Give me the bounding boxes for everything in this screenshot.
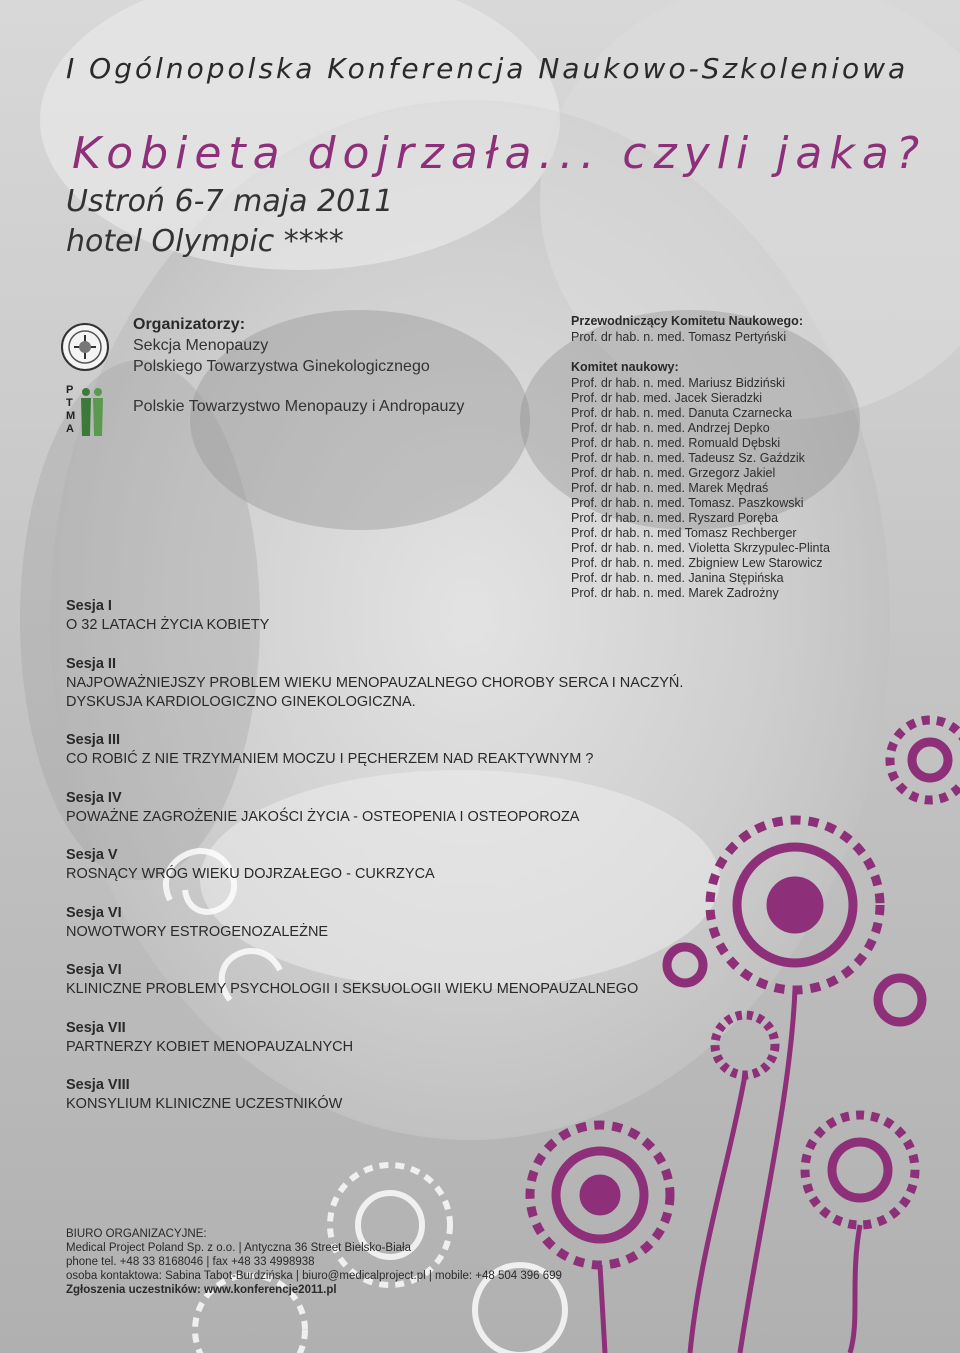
office-heading: BIURO ORGANIZACYJNE: <box>66 1228 207 1240</box>
session-heading: Sesja VIII <box>66 1077 130 1093</box>
conference-name: I Ogólnopolska Konferencja Naukowo-Szkoleniowa <box>66 52 909 85</box>
place-date: Ustroń 6-7 maja 2011 <box>66 184 394 219</box>
committee-member: Prof. dr hab. n. med. Romuald Dębski <box>571 436 781 450</box>
session-topic: CO ROBIĆ Z NIE TRZYMANIEM MOCZU I PĘCHERZEM NAD REAKTYWNYM ? <box>66 751 594 767</box>
committee-member: Prof. dr hab. n. med. Mariusz Bidziński <box>571 376 785 390</box>
session-topic: ROSNĄCY WRÓG WIEKU DOJRZAŁEGO - CUKRZYCA <box>66 866 435 882</box>
committee-member: Prof. dr hab. n. med. Tadeusz Sz. Gaździk <box>571 451 805 465</box>
session-topic: PARTNERZY KOBIET MENOPAUZALNYCH <box>66 1039 354 1055</box>
committee-heading: Komitet naukowy: <box>571 360 679 374</box>
logo-letter-a: A <box>66 423 74 435</box>
session-heading: Sesja VII <box>66 1020 126 1036</box>
session-heading: Sesja VI <box>66 962 122 978</box>
ptma-figures-icon <box>78 386 106 438</box>
session-topic: NOWOTWORY ESTROGENOZALEŻNE <box>66 924 329 940</box>
logo-letter-m: M <box>66 410 76 422</box>
session-topic: POWAŻNE ZAGROŻENIE JAKOŚCI ŻYCIA - OSTEOPENIA I OSTEOPOROZA <box>66 809 580 825</box>
session-heading: Sesja VI <box>66 905 122 921</box>
logo-letter-p: P <box>66 384 74 396</box>
session-topic: NAJPOWAŻNIEJSZY PROBLEM WIEKU MENOPAUZALNEGO CHOROBY SERCA I NACZYŃ. <box>66 675 684 691</box>
hotel-name: hotel Olympic **** <box>66 224 344 259</box>
organizer-line-2: Polskiego Towarzystwa Ginekologicznego <box>133 358 430 375</box>
office-address: Medical Project Poland Sp. z o.o. | Antyczna 36 Street Bielsko-Biała <box>66 1242 411 1254</box>
ptg-emblem-logo <box>60 322 110 372</box>
committee-member: Prof. dr hab. n. med. Grzegorz Jakiel <box>571 466 776 480</box>
conference-title: Kobieta dojrzała... czyli jaka? <box>72 128 927 179</box>
session-heading: Sesja III <box>66 732 121 748</box>
committee-member: Prof. dr hab. n. med. Danuta Czarnecka <box>571 406 792 420</box>
committee-member: Prof. dr hab. n. med. Tomasz. Paszkowski <box>571 496 804 510</box>
session-topic-continued: DYSKUSJA KARDIOLOGICZNO GINEKOLOGICZNA. <box>66 694 416 710</box>
committee-member: Prof. dr hab. med. Jacek Sieradzki <box>571 391 763 405</box>
committee-member: Prof. dr hab. n. med. Marek Mędraś <box>571 481 769 495</box>
organizer-line-1: Sekcja Menopauzy <box>133 337 269 354</box>
committee-member: Prof. dr hab. n. med. Ryszard Poręba <box>571 511 779 525</box>
registration-link[interactable]: Zgłoszenia uczestników: www.konferencje2011.pl <box>66 1284 337 1296</box>
logo-letter-t: T <box>66 397 73 409</box>
session-heading: Sesja IV <box>66 790 122 806</box>
committee-member: Prof. dr hab. n. med. Janina Stępińska <box>571 571 784 585</box>
session-heading: Sesja II <box>66 656 116 672</box>
organizers-heading: Organizatorzy: <box>133 316 246 333</box>
ptma-logo <box>66 384 106 440</box>
committee-member: Prof. dr hab. n. med. Zbigniew Lew Starowicz <box>571 556 823 570</box>
session-topic: O 32 LATACH ŻYCIA KOBIETY <box>66 617 270 633</box>
office-contact: osoba kontaktowa: Sabina Tabot-Burdzińska | biuro@medicalproject.pl | mobile: +48 504 396 699 <box>66 1270 562 1282</box>
session-heading: Sesja V <box>66 847 118 863</box>
organizer-line-3: Polskie Towarzystwo Menopauzy i Andropauzy <box>133 398 465 415</box>
committee-member: Prof. dr hab. n. med Tomasz Rechberger <box>571 526 797 540</box>
committee-member: Prof. dr hab. n. med. Violetta Skrzypulec-Plinta <box>571 541 830 555</box>
chair-name: Prof. dr hab. n. med. Tomasz Pertyński <box>571 330 787 344</box>
session-heading: Sesja I <box>66 598 112 614</box>
session-topic: KLINICZNE PROBLEMY PSYCHOLOGII I SEKSUOLOGII WIEKU MENOPAUZALNEGO <box>66 981 639 997</box>
session-topic: KONSYLIUM KLINICZNE UCZESTNIKÓW <box>66 1096 343 1112</box>
chair-heading: Przewodniczący Komitetu Naukowego: <box>571 314 803 328</box>
committee-member: Prof. dr hab. n. med. Marek Zadrożny <box>571 586 779 600</box>
office-phone: phone tel. +48 33 8168046 | fax +48 33 4998938 <box>66 1256 315 1268</box>
committee-member: Prof. dr hab. n. med. Andrzej Depko <box>571 421 770 435</box>
